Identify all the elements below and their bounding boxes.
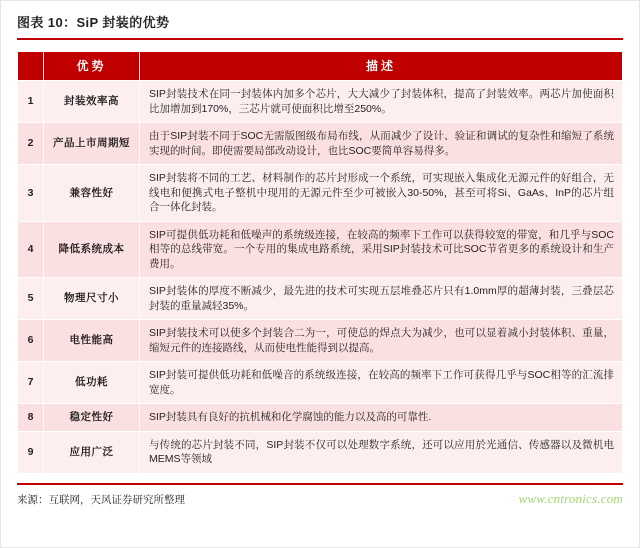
column-header-index <box>18 52 44 81</box>
row-advantage: 物理尺寸小 <box>44 278 140 320</box>
row-description: SIP封装体的厚度不断减少，最先进的技术可实现五层堆叠芯片只有1.0mm厚的超薄封装，三叠层芯封装的重量减轻35%。 <box>140 278 623 320</box>
row-advantage: 封装效率高 <box>44 81 140 123</box>
row-description: SIP封装具有良好的抗机械和化学腐蚀的能力以及高的可靠性. <box>140 404 623 432</box>
column-header-advantage: 优势 <box>44 52 140 81</box>
row-index: 3 <box>18 165 44 222</box>
row-index: 1 <box>18 81 44 123</box>
row-description: SIP可提供低功耗和低噪声的系统级连接，在较高的频率下工作可以获得较宽的带宽，和几乎与SOC相等的总线带宽。一个专用的集成电路系统，采用SIP封装技术可比SOC节省更多的系统设计和生产费用。 <box>140 221 623 278</box>
figure-footer <box>17 483 623 507</box>
sip-advantages-table <box>17 51 623 474</box>
row-advantage: 稳定性好 <box>44 404 140 432</box>
row-description: SIP封装可提供低功耗和低噪音的系统级连接，在较高的频率下工作可获得几乎与SOC相等的汇流排宽度。 <box>140 362 623 404</box>
row-description: 与传统的芯片封装不同，SIP封装不仅可以处理数字系统，还可以应用於光通信、传感器以及微机电MEMS等领域 <box>140 431 623 473</box>
source-note: 来源：互联网，天风证券研究所整理 <box>17 493 185 506</box>
row-index: 6 <box>18 320 44 362</box>
row-advantage: 产品上市周期短 <box>44 123 140 165</box>
table-row <box>18 320 623 362</box>
watermark: www.cntronics.com <box>518 490 623 506</box>
row-description: SIP封装将不同的工艺、材料制作的芯片封形成一个系统，可实现嵌入集成化无源元件的好组合，无线电和便携式电子整机中现用的无源元件至少可被嵌入30-50%，甚至可将Si、GaAs、InP的芯片组合一体化封装。 <box>140 165 623 222</box>
row-description: SIP封装技术在同一封装体内加多个芯片，大大减少了封装体积，提高了封装效率。两芯片加使面积比加增加到170%，三芯片就可使面积比增至250%。 <box>140 81 623 123</box>
row-index: 9 <box>18 431 44 473</box>
row-index: 5 <box>18 278 44 320</box>
row-index: 8 <box>18 404 44 432</box>
table-row <box>18 362 623 404</box>
row-description: SIP封装技术可以使多个封装合二为一，可使总的焊点大为减少，也可以显着减小封装体积、重量，缩短元件的连接路线，从而使电性能得到以提高。 <box>140 320 623 362</box>
row-advantage: 降低系统成本 <box>44 221 140 278</box>
table-row <box>18 278 623 320</box>
table-row <box>18 404 623 432</box>
row-description: 由于SIP封装不同于SOC无需版图级布局布线，从而减少了设计、验证和调试的复杂性和缩短了系统实现的时间。即使需要局部改动设计，也比SOC要简单容易得多。 <box>140 123 623 165</box>
table-row <box>18 221 623 278</box>
row-advantage: 应用广泛 <box>44 431 140 473</box>
row-advantage: 电性能高 <box>44 320 140 362</box>
table-row <box>18 431 623 473</box>
column-header-description: 描述 <box>140 52 623 81</box>
table-row <box>18 81 623 123</box>
table-row <box>18 165 623 222</box>
table-row <box>18 123 623 165</box>
figure-title-bar <box>17 15 623 40</box>
table-header <box>18 52 623 81</box>
row-index: 4 <box>18 221 44 278</box>
row-index: 7 <box>18 362 44 404</box>
row-index: 2 <box>18 123 44 165</box>
row-advantage: 兼容性好 <box>44 165 140 222</box>
page-title: 图表 10：SiP 封装的优势 <box>17 15 170 30</box>
row-advantage: 低功耗 <box>44 362 140 404</box>
table-header-row <box>18 52 623 81</box>
table-body <box>18 81 623 474</box>
